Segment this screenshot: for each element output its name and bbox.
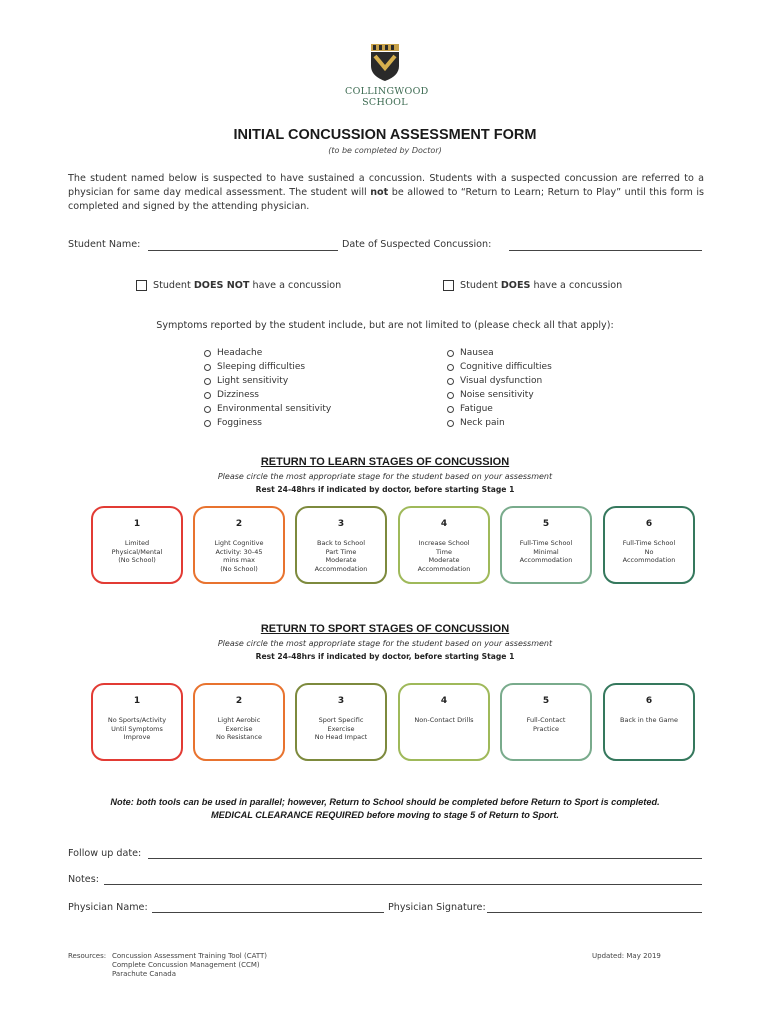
does-not-checkbox[interactable]: [136, 280, 147, 291]
does-label: [460, 280, 622, 291]
physician-signature-field[interactable]: [487, 912, 702, 913]
student-name-label: Student Name:: [68, 239, 141, 250]
stage-number: 1: [133, 519, 141, 529]
form-subtitle: (to be completed by Doctor): [328, 146, 442, 155]
stage-description-line: Sport Specific: [318, 716, 364, 724]
stage-description-line: Moderate: [325, 556, 357, 565]
stage-description-line: No Resistance: [216, 733, 262, 742]
stage-number: 4: [440, 519, 448, 529]
stage-description-line: Physical/Mental: [111, 547, 163, 556]
symptom-option[interactable]: [447, 346, 552, 360]
note-line1: Note: both tools can be used in parallel; however, Return to School should be completed before Return to Sport is completed.: [110, 797, 660, 807]
symptom-option[interactable]: [447, 402, 552, 416]
symptom-label: Fogginess: [217, 418, 262, 428]
does-suffix: have a concussion: [530, 280, 623, 291]
symptom-radio-circle[interactable]: [204, 364, 211, 371]
stage-description-line: Minimal: [533, 547, 559, 556]
stage-description: [400, 539, 488, 573]
stage-description-line: Non-Contact Drills: [414, 716, 474, 724]
stage-description: [502, 539, 590, 565]
learn-heading: RETURN TO LEARN STAGES OF CONCUSSION: [260, 456, 510, 468]
sport-stage-6[interactable]: [603, 683, 695, 761]
intro-paragraph: [68, 172, 704, 214]
sport-stage-1[interactable]: [91, 683, 183, 761]
symptom-option[interactable]: [204, 402, 331, 416]
does-not-suffix: have a concussion: [249, 280, 342, 291]
does-have-concussion-option[interactable]: [443, 280, 622, 291]
school-name-line1: COLLINGWOOD: [345, 86, 429, 97]
stage-number: 6: [645, 519, 653, 529]
symptom-option[interactable]: [447, 388, 552, 402]
stage-description: [605, 716, 693, 725]
does-not-have-concussion-option[interactable]: [136, 280, 341, 291]
does-not-bold: DOES NOT: [193, 280, 250, 291]
stage-description-line: Full-Time School: [622, 539, 676, 547]
stage-description-line: Accommodation: [417, 564, 471, 573]
date-label: Date of Suspected Concussion:: [342, 239, 492, 250]
stage-number: 2: [235, 519, 243, 529]
sport-stage-3[interactable]: [295, 683, 387, 761]
resource-item: Concussion Assessment Training Tool (CATT): [112, 952, 267, 960]
sport-heading: RETURN TO SPORT STAGES OF CONCUSSION: [260, 623, 510, 635]
symptom-label: Visual dysfunction: [460, 376, 543, 386]
symptom-label: Light sensitivity: [217, 376, 289, 386]
stage-description-line: Exercise: [327, 724, 355, 733]
symptom-option[interactable]: [447, 360, 552, 374]
symptom-radio-circle[interactable]: [447, 420, 454, 427]
symptom-label: Noise sensitivity: [460, 390, 534, 400]
symptom-option[interactable]: [204, 416, 331, 430]
learn-stage-5[interactable]: [500, 506, 592, 584]
follow-up-label: Follow up date:: [68, 848, 142, 859]
symptom-option[interactable]: [447, 416, 552, 430]
physician-name-field[interactable]: [152, 912, 384, 913]
learn-stage-4[interactable]: [398, 506, 490, 584]
learn-stage-6[interactable]: [603, 506, 695, 584]
note-line2: MEDICAL CLEARANCE REQUIRED before moving to stage 5 of Return to Sport.: [211, 810, 559, 820]
symptom-label: Cognitive difficulties: [460, 362, 552, 372]
symptom-radio-circle[interactable]: [447, 364, 454, 371]
stage-description-line: Exercise: [225, 724, 253, 733]
stage-description-line: Increase School: [418, 539, 470, 547]
sport-rest-note: Rest 24-48hrs if indicated by doctor, before starting Stage 1: [255, 652, 515, 661]
stage-description-line: Time: [436, 547, 452, 556]
stage-description-line: Accommodation: [519, 556, 573, 565]
stage-description: [195, 716, 283, 742]
learn-stage-2[interactable]: [193, 506, 285, 584]
symptom-radio-circle[interactable]: [447, 392, 454, 399]
updated-date: Updated: May 2019: [592, 952, 661, 960]
school-name-line2: SCHOOL: [362, 97, 408, 108]
symptom-label: Neck pain: [460, 418, 505, 428]
stage-description-line: Activity: 30-45: [215, 547, 263, 556]
stage-description-line: Accommodation: [622, 556, 676, 565]
stage-description-line: Limited: [124, 539, 150, 547]
stage-number: 3: [337, 519, 345, 529]
stage-description: [297, 539, 385, 573]
school-crest-icon: [369, 42, 401, 82]
stage-description: [195, 539, 283, 573]
symptom-radio-circle[interactable]: [204, 378, 211, 385]
does-not-prefix: Student: [153, 280, 194, 291]
stage-description-line: Full-Time School: [519, 539, 573, 547]
symptom-option[interactable]: [204, 360, 331, 374]
stage-number: 6: [645, 696, 653, 706]
does-bold: DOES: [500, 280, 531, 291]
stage-description-line: Moderate: [428, 556, 460, 565]
stage-number: 1: [133, 696, 141, 706]
resource-item: Parachute Canada: [112, 970, 176, 978]
symptom-label: Headache: [217, 348, 263, 358]
stage-description-line: No Head Impact: [314, 733, 368, 742]
intro-text-part1: The student named below is suspected to have sustained a concussion. Students with a suspected concussion are referred to a physician for same day medical assessment. The student will: [68, 173, 704, 198]
symptom-option[interactable]: [204, 346, 331, 360]
learn-stage-1[interactable]: [91, 506, 183, 584]
stage-description-line: Light Aerobic: [217, 716, 261, 724]
physician-signature-label: Physician Signature:: [388, 902, 486, 913]
form-title: INITIAL CONCUSSION ASSESSMENT FORM: [233, 127, 537, 143]
stage-description-line: mins max: [223, 556, 255, 565]
stage-number: 3: [337, 696, 345, 706]
symptom-label: Fatigue: [460, 404, 493, 414]
stage-description-line: Until Symptoms: [111, 724, 163, 733]
follow-up-field[interactable]: [148, 858, 702, 859]
stage-number: 2: [235, 696, 243, 706]
does-checkbox[interactable]: [443, 280, 454, 291]
stage-description-line: No Sports/Activity: [107, 716, 167, 724]
stage-description-line: Full-Contact: [526, 716, 566, 724]
stage-description-line: Part Time: [325, 547, 357, 556]
learn-stage-3[interactable]: [295, 506, 387, 584]
school-logo: [345, 42, 429, 108]
symptom-radio-circle[interactable]: [204, 392, 211, 399]
sport-stage-2[interactable]: [193, 683, 285, 761]
stage-description: [400, 716, 488, 725]
symptoms-left-column: [204, 346, 331, 430]
notes-field[interactable]: [104, 884, 702, 885]
does-prefix: Student: [460, 280, 501, 291]
stage-description-line: (No School): [220, 564, 258, 573]
stage-description-line: Accommodation: [314, 564, 368, 573]
symptom-radio-circle[interactable]: [447, 406, 454, 413]
intro-bold-word: not: [370, 187, 389, 198]
symptoms-prompt: Symptoms reported by the student include, but are not limited to (please check all that apply):: [156, 320, 614, 331]
stage-description: [93, 539, 181, 565]
symptom-option[interactable]: [447, 374, 552, 388]
symptom-label: Nausea: [460, 348, 494, 358]
sport-stage-4[interactable]: [398, 683, 490, 761]
symptom-radio-circle[interactable]: [204, 406, 211, 413]
stage-description: [502, 716, 590, 733]
stage-description-line: No: [644, 547, 654, 556]
stage-description-line: Light Cognitive: [214, 539, 264, 547]
symptom-label: Environmental sensitivity: [217, 404, 332, 414]
notes-label: Notes:: [68, 874, 99, 885]
resources-list: [112, 952, 267, 979]
stage-number: 5: [542, 696, 550, 706]
symptom-option[interactable]: [204, 374, 331, 388]
student-name-field[interactable]: [148, 250, 338, 251]
symptom-radio-circle[interactable]: [204, 350, 211, 357]
stage-description: [605, 539, 693, 565]
symptom-radio-circle[interactable]: [447, 378, 454, 385]
intro-text-part2: be allowed to “Return to Learn; Return to Play” until this form is completed and signed by the attending physician.: [68, 187, 705, 212]
stage-description: [297, 716, 385, 742]
resources-label: Resources:: [68, 952, 107, 960]
stage-description-line: Practice: [533, 724, 559, 733]
does-not-label: [153, 280, 341, 291]
symptoms-right-column: [447, 346, 552, 430]
date-field[interactable]: [509, 250, 702, 251]
stage-description-line: Back to School: [316, 539, 366, 547]
symptom-radio-circle[interactable]: [204, 420, 211, 427]
stage-description-line: Back in the Game: [620, 716, 678, 724]
symptom-radio-circle[interactable]: [447, 350, 454, 357]
stage-description: [93, 716, 181, 742]
stage-number: 5: [542, 519, 550, 529]
physician-name-label: Physician Name:: [68, 902, 148, 913]
sport-instruction: Please circle the most appropriate stage for the student based on your assessment: [217, 639, 553, 648]
learn-rest-note: Rest 24-48hrs if indicated by doctor, before starting Stage 1: [255, 485, 515, 494]
stage-description-line: (No School): [118, 556, 156, 565]
resource-item: Complete Concussion Management (CCM): [112, 961, 260, 969]
symptom-option[interactable]: [204, 388, 331, 402]
stage-number: 4: [440, 696, 448, 706]
stage-description-line: Improve: [123, 733, 151, 742]
symptom-label: Sleeping difficulties: [217, 362, 306, 372]
sport-stage-5[interactable]: [500, 683, 592, 761]
symptom-label: Dizziness: [217, 390, 259, 400]
learn-instruction: Please circle the most appropriate stage for the student based on your assessment: [217, 472, 553, 481]
